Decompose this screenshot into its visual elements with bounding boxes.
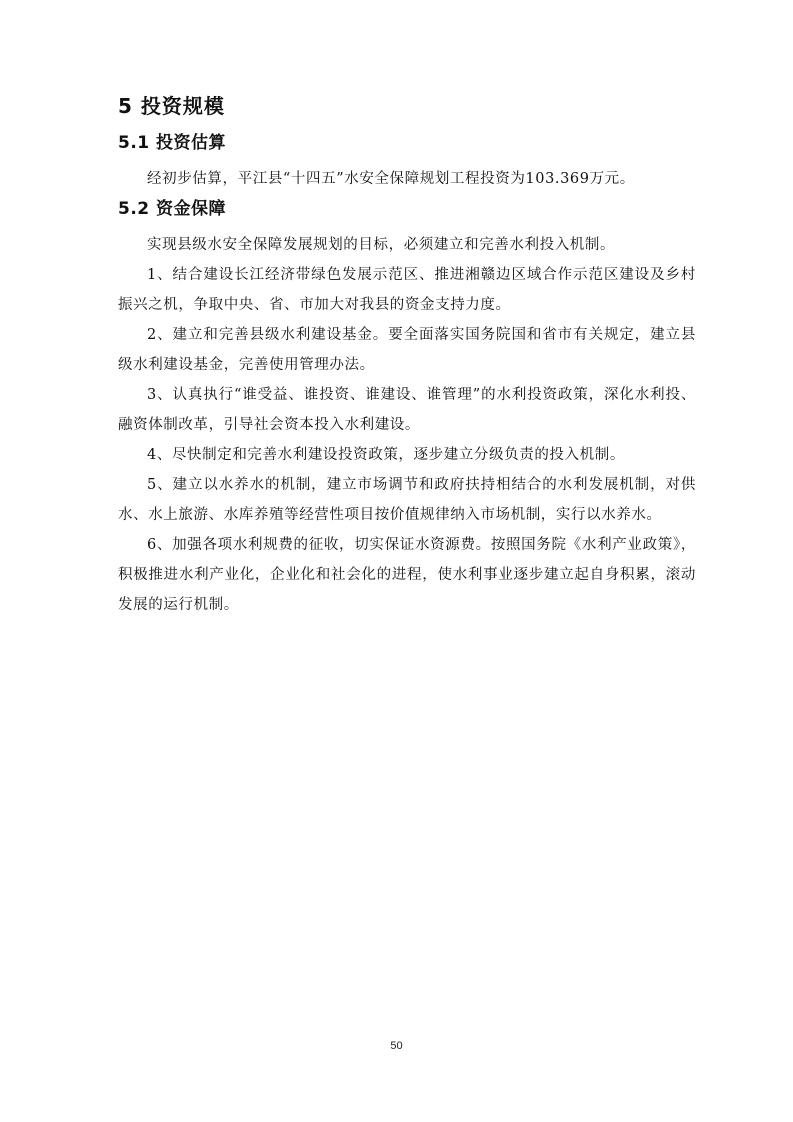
paragraph: 6、加强各项水利规费的征收，切实保证水资源费。按照国务院《水利产业政策》，积极推进水利产业化，企业化和社会化的进程，使水利事业逐步建立起自身积累，滚动发展的运行机制。 (118, 537, 696, 613)
paragraph: 实现县级水安全保障发展规划的目标，必须建立和完善水利投入机制。 (147, 237, 616, 253)
paragraph: 4、尽快制定和完善水利建设投资政策，逐步建立分级负责的投入机制。 (147, 447, 625, 463)
subsection-heading-investment-estimate: 5.1 投资估算 (118, 133, 227, 153)
paragraph: 3、认真执行“谁受益、谁投资、谁建设、谁管理”的水利投资政策，深化水利投、融资体制改革，引导社会资本投入水利建设。 (118, 387, 696, 433)
subsection-heading-funding-guarantee: 5.2 资金保障 (118, 199, 227, 219)
section-heading: 5 投资规模 (118, 94, 225, 118)
page-content (118, 92, 696, 620)
paragraph: 经初步估算，平江县“十四五”水安全保障规划工程投资为103.369万元。 (147, 171, 635, 187)
page-number: 50 (390, 1040, 403, 1052)
paragraph: 2、建立和完善县级水利建设基金。要全面落实国务院国和省市有关规定，建立县级水利建设基金，完善使用管理办法。 (118, 327, 696, 373)
paragraph: 5、建立以水养水的机制，建立市场调节和政府扶持相结合的水利发展机制，对供水、水上旅游、水库养殖等经营性项目按价值规律纳入市场机制，实行以水养水。 (118, 477, 696, 523)
paragraph: 1、结合建设长江经济带绿色发展示范区、推进湘赣边区域合作示范区建设及乡村振兴之机，争取中央、省、市加大对我县的资金支持力度。 (118, 267, 696, 313)
